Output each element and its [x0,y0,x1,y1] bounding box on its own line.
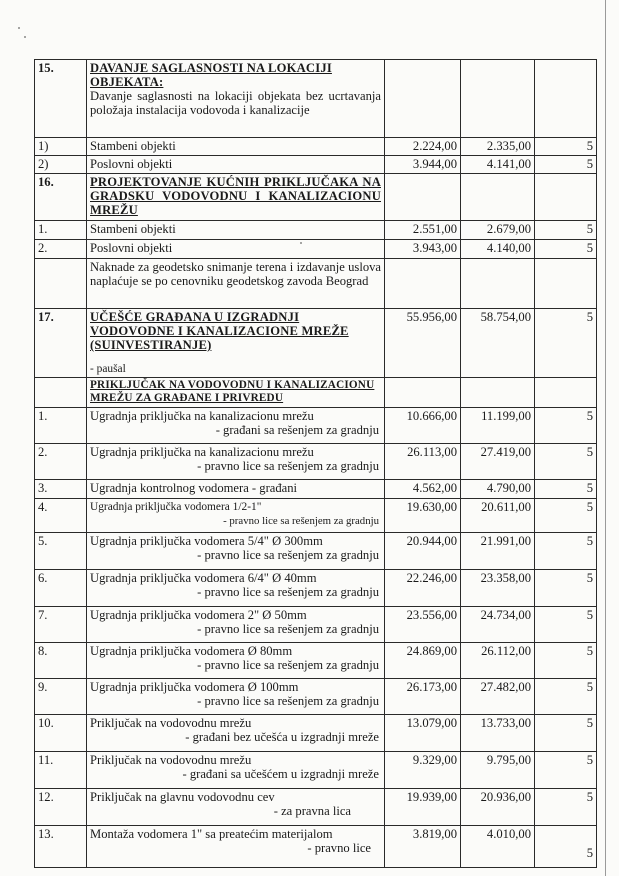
row-description [87,408,385,444]
table-row [35,570,597,607]
item-subtitle: - građani bez učešća u izgradnji mreže [185,730,379,744]
price-with-vat: 26.112,00 [461,643,535,679]
row-number: 15. [35,60,87,138]
price-with-vat [461,259,535,309]
price-with-vat: 20.611,00 [461,499,535,533]
item-subtitle: - pravno lice [307,841,371,855]
row-number: 11. [35,752,87,789]
price-with-vat: 4.140,00 [461,240,535,259]
item-description: Ugradnja priključka vodomera 6/4" Ø 40mm [90,571,317,585]
row-description [87,826,385,868]
row-number: 3. [35,480,87,499]
price-without-vat: 26.113,00 [385,444,461,480]
row-description [87,533,385,570]
table-row [35,499,597,533]
vat-rate: 5 [535,138,597,156]
row-description: Stambeni objekti [87,138,385,156]
row-number: 5. [35,533,87,570]
table-row [35,60,597,138]
vat-rate: 5 [535,499,597,533]
row-number: 4. [35,499,87,533]
price-without-vat: 19.939,00 [385,789,461,826]
row-description [87,643,385,679]
item-description: Ugradnja priključka vodomera Ø 80mm [90,644,293,658]
row-description [87,752,385,789]
row-number: 10. [35,715,87,752]
row-description [87,679,385,715]
item-subtitle: - pravno lice sa rešenjem za gradnju [223,515,379,527]
item-subtitle: - građani sa rešenjem za gradnju [215,423,379,437]
vat-rate: 5 [535,309,597,378]
table-row [35,138,597,156]
price-without-vat: 2.551,00 [385,221,461,240]
table-row [35,444,597,480]
price-without-vat: 13.079,00 [385,715,461,752]
price-with-vat: 4.010,00 [461,826,535,868]
price-without-vat: 3.819,00 [385,826,461,868]
price-without-vat [385,378,461,408]
row-number [35,378,87,408]
vat-rate: 5 [535,221,597,240]
vat-rate: 5 [535,156,597,174]
price-without-vat: 19.630,00 [385,499,461,533]
price-with-vat [461,60,535,138]
vat-rate [535,60,597,138]
row-description: Poslovni objekti [87,156,385,174]
scan-edge-line [605,0,606,876]
price-without-vat: 23.556,00 [385,607,461,643]
price-without-vat: 3.943,00 [385,240,461,259]
table-row [35,607,597,643]
row-number: 1. [35,221,87,240]
section-heading: DAVANJE SAGLASNOSTI NA LOKACIJI OBJEKATA: [90,61,332,89]
price-with-vat: 13.733,00 [461,715,535,752]
row-description [87,444,385,480]
table-row [35,408,597,444]
item-description: Ugradnja priključka vodomera 1/2-1" [90,501,262,513]
price-without-vat [385,60,461,138]
price-with-vat: 20.936,00 [461,789,535,826]
row-description [87,174,385,221]
item-subtitle: - pravno lice sa rešenjem za gradnju [197,658,379,672]
item-description: Ugradnja priključka vodomera 5/4" Ø 300mm [90,534,323,548]
table-row [35,752,597,789]
vat-rate [535,378,597,408]
item-description: Priključak na glavnu vodovodnu cev [90,790,275,804]
vat-rate [535,259,597,309]
scan-speck [24,36,26,38]
item-subtitle: - za pravna lica [273,804,351,818]
row-number: 2. [35,240,87,259]
table-row [35,309,597,378]
price-with-vat: 4.141,00 [461,156,535,174]
row-description [87,378,385,408]
section-heading: UČEŠĆE GRAĐANA U IZGRADNJI VODOVODNE I KANALIZACIONE MREŽE (SUINVESTIRANJE) [90,310,349,352]
table-row [35,259,597,309]
item-description: Ugradnja priključka vodomera 2" Ø 50mm [90,608,307,622]
row-number: 8. [35,643,87,679]
table-row [35,533,597,570]
row-number: 12. [35,789,87,826]
row-number: 17. [35,309,87,378]
price-with-vat: 24.734,00 [461,607,535,643]
price-without-vat [385,259,461,309]
row-description [87,789,385,826]
vat-rate: 5 [535,570,597,607]
table-row [35,378,597,408]
row-description [87,60,385,138]
price-with-vat: 4.790,00 [461,480,535,499]
section-heading: PROJEKTOVANJE KUĆNIH PRIKLJUČAKA NA GRADSKU VODOVODNU I KANALIZACIONU MREŽU [90,175,381,217]
price-without-vat: 10.666,00 [385,408,461,444]
table-row [35,480,597,499]
row-number: 2. [35,444,87,480]
vat-rate: 5 [535,444,597,480]
item-description: Montaža vodomera 1" sa preatećim materijalom [90,827,333,841]
price-with-vat: 11.199,00 [461,408,535,444]
row-number: 13. [35,826,87,868]
item-subtitle: - pravno lice sa rešenjem za gradnju [197,694,379,708]
item-description: Ugradnja priključka na kanalizacionu mrežu [90,409,314,423]
vat-rate: 5 [535,533,597,570]
price-with-vat: 9.795,00 [461,752,535,789]
vat-rate: 5 [535,408,597,444]
table-row [35,789,597,826]
note-text: Naknade za geodetsko snimanje terena i izdavanje uslova naplaćuje se po cenovniku geodetskog zavoda Beograd [90,260,381,288]
price-with-vat: 58.754,00 [461,309,535,378]
price-with-vat: 23.358,00 [461,570,535,607]
table-row [35,174,597,221]
price-without-vat: 22.246,00 [385,570,461,607]
vat-rate: 5 [535,715,597,752]
row-number: 2) [35,156,87,174]
item-description: Ugradnja priključka vodomera Ø 100mm [90,680,299,694]
row-number: 1) [35,138,87,156]
vat-rate: 5 [535,643,597,679]
price-with-vat: 27.482,00 [461,679,535,715]
vat-rate: 5 [535,607,597,643]
price-with-vat [461,378,535,408]
item-description: Ugradnja priključka na kanalizacionu mrežu [90,445,314,459]
price-without-vat: 3.944,00 [385,156,461,174]
price-without-vat: 26.173,00 [385,679,461,715]
table-row [35,221,597,240]
row-description: Poslovni objekti [87,240,385,259]
row-description [87,715,385,752]
price-without-vat: 2.224,00 [385,138,461,156]
price-without-vat: 4.562,00 [385,480,461,499]
price-with-vat [461,174,535,221]
table-row [35,156,597,174]
vat-rate: 5 [535,240,597,259]
item-subtitle: - građani sa učešćem u izgradnji mreže [182,767,379,781]
table-row [35,240,597,259]
table-row [35,715,597,752]
row-description [87,570,385,607]
price-without-vat: 9.329,00 [385,752,461,789]
table-row [35,643,597,679]
item-subtitle: - pravno lice sa rešenjem za gradnju [197,459,379,473]
vat-rate [535,174,597,221]
table-row [35,826,597,868]
tariff-table [34,59,597,868]
vat-rate: 5 [535,679,597,715]
price-with-vat: 2.335,00 [461,138,535,156]
scan-speck [18,27,20,29]
price-without-vat: 55.956,00 [385,309,461,378]
price-with-vat: 27.419,00 [461,444,535,480]
vat-rate: 5 [535,480,597,499]
row-number: 6. [35,570,87,607]
row-number: 1. [35,408,87,444]
price-without-vat: 20.944,00 [385,533,461,570]
row-description [87,309,385,378]
price-without-vat [385,174,461,221]
vat-rate: 5 [535,752,597,789]
row-description [87,499,385,533]
item-subtitle: - pravno lice sa rešenjem za gradnju [197,622,379,636]
row-description [87,259,385,309]
item-description: Priključak na vodovodnu mrežu [90,716,252,730]
row-number: 9. [35,679,87,715]
row-number: 16. [35,174,87,221]
price-with-vat: 21.991,00 [461,533,535,570]
section-subheading: PRIKLJUČAK NA VODOVODNU I KANALIZACIONU MREŽU ZA GRAĐANE I PRIVREDU [90,379,375,404]
vat-rate: 5 [535,826,597,868]
table-row [35,679,597,715]
price-with-vat: 2.679,00 [461,221,535,240]
vat-rate: 5 [535,789,597,826]
price-without-vat: 24.869,00 [385,643,461,679]
row-number [35,259,87,309]
row-number: 7. [35,607,87,643]
row-description: Stambeni objekti [87,221,385,240]
section-body: Davanje saglasnosti na lokaciji objekata bez ucrtavanja položaja instalacija vodovoda i kanalizacije [90,89,381,117]
lump-sum-label: - paušal [90,363,126,375]
item-description: Priključak na vodovodnu mrežu [90,753,252,767]
item-subtitle: - pravno lice sa rešenjem za gradnju [197,585,379,599]
row-description [87,607,385,643]
row-description: Ugradnja kontrolnog vodomera - građani [87,480,385,499]
item-subtitle: - pravno lice sa rešenjem za gradnju [197,548,379,562]
